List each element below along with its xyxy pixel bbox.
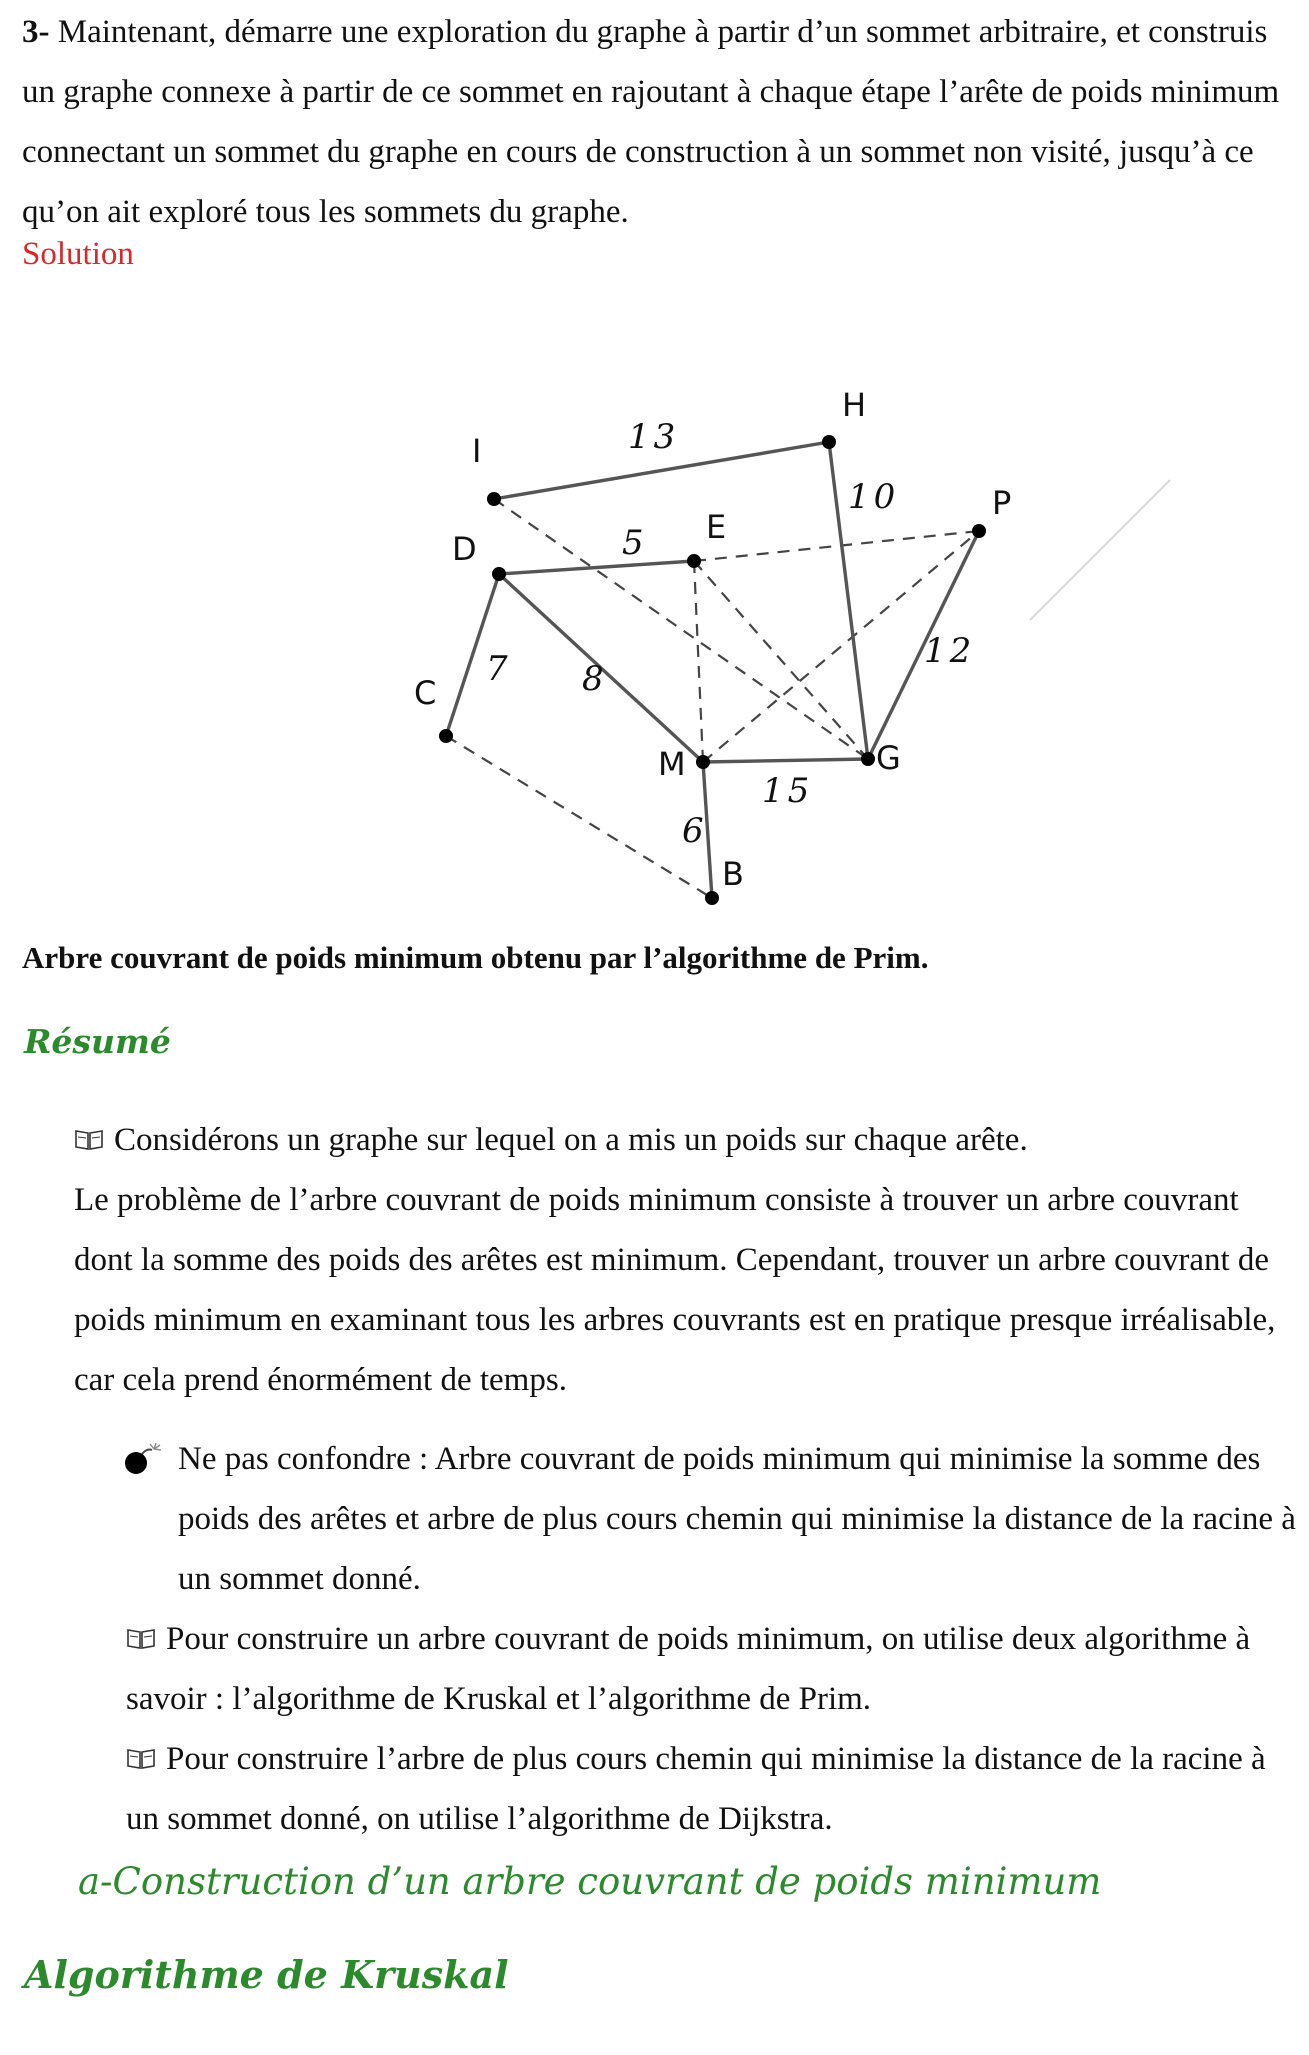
resume-paragraph-3 [126, 1609, 1301, 1729]
vertex-C [439, 729, 453, 743]
resume-paragraph-2: Le problème de l’arbre couvrant de poids minimum consiste à trouver un arbre couvrant dont la somme des poids des arêtes est minimum. Cependant, trouver un arbre couvrant de poids minimum en examinant tous les arbres couvrants est en pratique presque irréalisable, car cela prend énormément de temps. [74, 1182, 1276, 1398]
vertex-label-D: D [452, 530, 477, 568]
bomb-icon [120, 1443, 162, 1477]
scan-artifact-line [1030, 480, 1170, 620]
book-icon [74, 1128, 104, 1152]
vertex-label-I: I [472, 432, 482, 470]
weight-M-G: 15 [762, 771, 814, 811]
section-a-heading: a-Construction d’un arbre couvrant de poids minimum [78, 1860, 1102, 1903]
vertex-label-B: B [722, 855, 744, 893]
question-number: 3- [22, 14, 50, 50]
vertex-G [861, 752, 875, 766]
prim-graph-figure [0, 380, 1309, 940]
question-text: Maintenant, démarre une exploration du graphe à partir d’un sommet arbitraire, et construis un graphe connexe à partir de ce sommet en rajoutant à chaque étape l’arête de poids minimum connectant un sommet du graphe en cours de construction à un sommet non visité, jusqu’à ce qu’on ait exploré tous les sommets du graphe. [22, 14, 1280, 230]
vertex-P [972, 524, 986, 538]
resume-text-3: Pour construire un arbre couvrant de poids minimum, on utilise deux algorithme à savoir : l’algorithme de Kruskal et l’algorithme de Prim. [126, 1621, 1251, 1717]
vertex-label-E: E [706, 508, 727, 546]
vertex-D [492, 567, 506, 581]
weight-C-D: 7 [486, 649, 508, 689]
vertex-I [487, 492, 501, 506]
vertex-M [696, 755, 710, 769]
resume-text-1: Considérons un graphe sur lequel on a mis un poids sur chaque arête. [114, 1122, 1028, 1158]
edge-dashed-E-G [694, 561, 868, 759]
edge-D-E [499, 561, 694, 574]
book-icon [126, 1627, 156, 1651]
weight-D-E: 5 [622, 523, 644, 563]
vertex-label-H: H [842, 386, 867, 424]
vertex-label-G: G [876, 739, 901, 777]
vertex-label-P: P [992, 484, 1012, 522]
edge-dashed-I-G [494, 499, 868, 759]
vertex-B [705, 891, 719, 905]
vertex-E [687, 554, 701, 568]
book-icon [126, 1747, 156, 1771]
resume-heading: Résumé [24, 1022, 171, 1061]
edge-M-G [703, 759, 868, 762]
resume-paragraph-1 [74, 1110, 1304, 1170]
weight-G-P: 12 [924, 631, 976, 671]
vertex-label-M: M [658, 745, 686, 783]
resume-text-4: Pour construire l’arbre de plus cours chemin qui minimise la distance de la racine à un sommet donné, on utilise l’algorithme de Dijkstra. [126, 1741, 1266, 1837]
figure-caption: Arbre couvrant de poids minimum obtenu par l’algorithme de Prim. [22, 940, 929, 975]
warning-text: Ne pas confondre : Arbre couvrant de poids minimum qui minimise la somme des poids des arêtes et arbre de plus cours chemin qui minimise la distance de la racine à un sommet donné. [178, 1441, 1296, 1597]
resume-paragraph-4 [126, 1729, 1301, 1849]
edge-dashed-E-M [694, 561, 703, 762]
weight-M-B: 6 [682, 811, 704, 851]
warning-bullet [120, 1443, 162, 1478]
vertex-label-C: C [414, 674, 437, 712]
weight-H-G: 10 [848, 477, 900, 517]
solution-label: Solution [22, 236, 134, 272]
vertex-H [822, 435, 836, 449]
edge-dashed-E-P [694, 531, 979, 561]
question-paragraph [22, 2, 1302, 242]
weight-D-M: 8 [582, 659, 604, 699]
edge-M-B [703, 762, 712, 898]
weight-I-H: 13 [628, 417, 680, 457]
kruskal-heading: Algorithme de Kruskal [24, 1952, 509, 1997]
